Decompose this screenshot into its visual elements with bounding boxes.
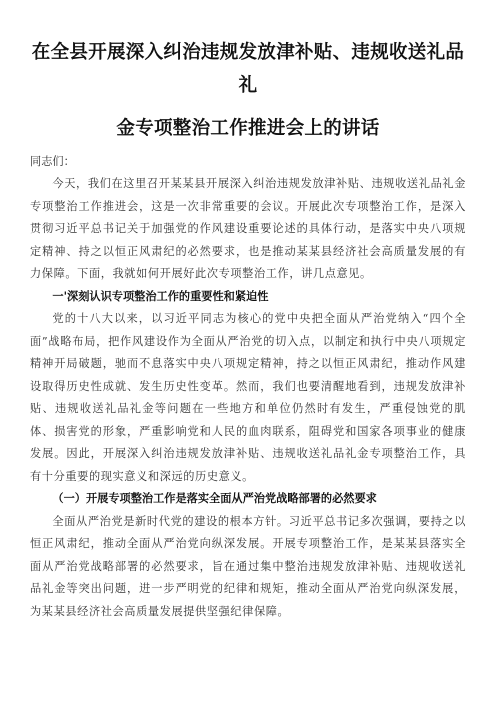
title-line-2: 金专项整治工作推进会上的讲话 <box>116 118 380 139</box>
section-heading-1: 一'深刻认识专项整治工作的重要性和紧迫性 <box>52 289 269 303</box>
salutation: 同志们： <box>30 155 75 168</box>
paragraph-intro: 今天，我们在这里召开某某县开展深入纠治违规发放津补贴、违规收送礼品礼金专项整治工作推进会，这是一次非常重要的会议。开展此次专项整治工作，是深入贯彻习近平总书记关于加强党的作风建设重要论述的具体行动，是落实中央八项规定精神、持之以恒正风肃纪的必然要求，也是推动某某县经济社会高质量发展的有力保障。下面，我就如何开展好此次专项整治工作，讲几点意见。 <box>30 177 466 280</box>
subsection-heading-1: （一）开展专项整治工作是落实全面从严治党战略部署的必然要求 <box>52 492 377 505</box>
document-title <box>30 36 466 145</box>
paragraph-requirement: 全面从严治党是新时代党的建设的根本方针。习近平总书记多次强调，要持之以恒正风肃纪，推动全面从严治党向纵深发展。开展专项整治工作，是某某县落实全面从严治党战略部署的必然要求，旨在通过集中整治违规发放津补贴、违规收送礼品礼金等突出问题，进一步严明党的纪律和规矩，推动全面从严治党向纵深发展，为某某县经济社会高质量发展提供坚强纪律保障。 <box>30 514 466 618</box>
title-line-1: 在全县开展深入纠治违规发放津补贴、违规收送礼品礼 <box>31 42 465 96</box>
paragraph-background: 党的十八大以来，以习近平同志为核心的党中央把全面从严治党纳入“四个全面”战略布局，把作风建设作为全面从严治党的切入点，以制定和执行中央八项规定精神开局破题，驰而不息落实中央八项规定精神，持之以恒正风肃纪，推动作风建设取得历史性成就、发生历史性变革。然而，我们也要清醒地看到，违规发放津补贴、违规收送礼品礼金等问题在一些地方和单位仍然时有发生，严重侵蚀党的肌体、损害党的形象，严重影响党和人民的血肉联系，阻碍党和国家各项事业的健康发展。因此，开展深入纠治违规发放津补贴、违规收送礼品礼金专项整治工作，具有十分重要的现实意义和深远的历史意义。 <box>30 312 466 483</box>
